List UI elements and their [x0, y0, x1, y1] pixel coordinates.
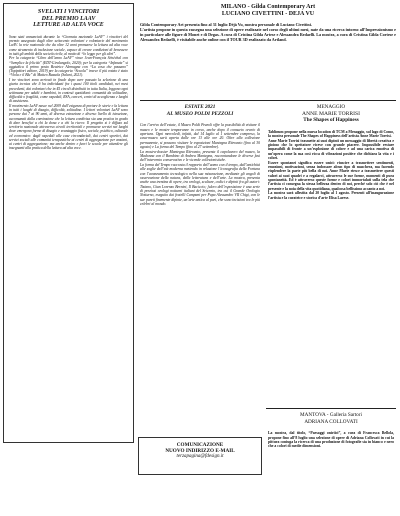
comunicazione-line1: COMUNICAZIONE: [176, 442, 224, 448]
laav-title-line3: LETTURE AD ALTA VOCE: [33, 22, 104, 29]
menaggio-paragraph: Anne Marie Torrisi trasmette ai suoi dipinti un messaggio di libertà creativa e gioioso che lo spettatore riceve con grande piacere. Impossibile restare impassibili di fronte a un’esplosione di colore e ad una carica emotiva di un’opera come la sua così ricca di vibrazioni positive che dichiara la vita e i colori.: [268, 138, 394, 161]
milano-title-line1: MILANO - Gilda Contemporary Art: [220, 4, 316, 10]
laav-article: [3, 3, 134, 443]
divider: [266, 408, 396, 409]
menaggio-paragraph: La mostra sarà allestita dal 20 luglio al 1 agosto. Presenti all’inaugurazione l’artista e la curatrice e storica d’arte Elisa Larese.: [268, 191, 394, 200]
milano-article: [140, 4, 396, 94]
menaggio-paragraph: Essere spontanei significa essere unici: riuscire a trasmettere sentimenti, emozioni, motivazioni, senza indossare alcun tipo di maschera, ma facendo risplendere la parte più bella di noi. Anne Marie riesce a trasmettere questi valori ai suoi quadri e a regalarci, attraverso le sue forme, momenti di pura spontaneità. Ed è attraverso queste forme e colori immortalati sulla tela che l’artista ci consegna la stessa bellezza dentro di noi, perché solo ciò che è nel presente e la noia della vita quotidiana, qualcosa bellissimo accanto a noi.: [268, 160, 394, 191]
milano-paragraph: Gilda Contemporary Art presenta fino al 31 luglio Déjà Vu, mostra personale di Luciano Civettini.: [140, 22, 312, 28]
poldi-title-line2: AL MUSEO POLDI PEZZOLI: [166, 110, 234, 117]
menaggio-title-line1: MENAGGIO: [316, 104, 346, 110]
milano-paragraph: L’artista propone in questa rassegna una selezione di opere realizzate nel corso degli ultimi mesi, nate da una ricerca intorno all’Impressionismo e in particolare alle figure di Monet e di Degas. A cura di Cristina Gilda Artese e Alessandra Redaelli. La mostra, a cura di Cristina Gilda Cortese e Alessandra Redaelli, è visitabile anche online con il TOUR 3D realizzato da Artland.: [140, 27, 396, 43]
comunicazione-email[interactable]: terzapagina@fdesign.it: [176, 454, 224, 459]
mantova-title-line1: MANTOVA - Galleria Sartori: [300, 412, 362, 418]
poldi-pezzoli-article: [138, 104, 262, 432]
laav-title-line1: SVELATI I VINCITORI: [37, 9, 100, 15]
laav-paragraph: Il movimento LaAV nasce nel 2009 dall’esigenza di portare le storie e la lettura in tutti i luoghi di disagio, difficoltà, solitudine. I lettori volontari LaAV sono persone dai 7 ai 90 anni, di diversa estrazione e diverso livello di istruzione, accomunati dalla convinzione che la lettura condivisa sia una pratica in grado di dare benefici a chi la dona e a chi la riceve. Il progetto si è diffuso sul territorio nazionale attraverso circoli territoriali e promuove servizi nei luoghi dove emergono forme di disagio e svantaggio fisico, sociale, psichico, culturale ed economico: dagli ospedali alle case circondariali, dai centri sportivi, dai servizi sociali alle comunità terapeutiche ai centri di aggregazione per anziani, ai centri di aggregazione; ma anche dentro e fuori le scuole per attendere gli insegnanti alla pratica della lettura ad alta voce.: [9, 103, 128, 151]
mantova-title-line2: ADRIANA COLLOVATI: [304, 418, 358, 425]
menaggio-paragraph: Tablinum propone nella nuova location di TCM a Menaggio, sul lago di Como, la mostra personale The Shapes of Happiness dell’artista Anne Marie Torrisi.: [268, 129, 394, 139]
poldi-paragraph: La mostra-dossier Mantegna Ritrovato, presenta il capolavoro del museo, la Madonna con il Bambino di Andrea Mantegna, raccontandone le diverse fasi dell’intervento conservativo e le vicende collezionistiche.: [140, 149, 260, 163]
menaggio-title-line3: The Shapes of Happiness: [303, 117, 359, 124]
poldi-paragraph: Con l’arrivo dell’estate, il Museo Poldi Pezzoli offre la possibilità di visitare il museo e le mostre temporanee in corso, anche dopo il consueto orario di apertura. Ogni mercoledì, infatti, dal 14 luglio al 1 settembre compreso, la casa-museo sarà aperta dalle ore 13 alle ore 20. Oltre alla collezione permanente, si possono visitare le esposizioni Mantegna Ritrovato (fino al 30 agosto) e La forma del Tempo (fino al 27 settembre).: [140, 123, 260, 149]
laav-title-line2: DEL PREMIO LAAV: [41, 15, 96, 22]
laav-paragraph: Sono stati annunciati durante la “Giornata nazionale LaAV” i vincitori del premio assegnato dagli oltre settecento volontari e volontarie del movimento LaAV. la rete nazionale che da oltre 12 anni promuove la lettura ad alta voce come strumento di inclusione sociale, capace di creare condizioni di benessere in tutti gli ambiti della società civile, al motto di “lo leggo per gli altri”.: [9, 34, 128, 56]
menaggio-article: [266, 104, 396, 404]
mantova-article: [266, 412, 396, 512]
milano-title-line2: LUCIANO CIVETTINI - DEJA VU: [221, 10, 315, 17]
comunicazione-line2: NUOVO INDIRIZZO E-MAIL: [165, 448, 235, 454]
mantova-paragraph: La mostra, dal titolo, “Paesaggi oniriici”, a cura di Francesca Bellola, propone fino all’8 luglio una selezione di opere di Adriana Collovati in cui la pittura coniuga la ricerca di una produzione di fotografie sia in bianco e nero che a colori di medie dimensioni.: [268, 431, 394, 449]
divider: [140, 100, 396, 101]
laav-paragraph: I tre vincitori sono arrivati in finale dopo aver passato la selezione di una giuria tecnica che li ha individuati fra i quasi 100 titoli candidati, nei mesi precedenti, dai volontari che in 45 circoli distribuiti in tutta Italia, leggono ogni settimana per adulti e bambini, in contesti quotidiani: comunità da solitudine, difficoltà o fragilità, come ospedali, RSA, carceri, centri di accoglienza e luoghi di assistenza.: [9, 78, 128, 104]
poldi-paragraph: La forma del Tempo racconta il rapporto dell’uomo con il tempo, dall’antichità alle soglie dell’età moderna mettendo in relazione l’iconografia della Fortuna con l’avanzamento tecnologico nella sua misurazione, mediante gli angoli di osservazione della natura, della letteratura e dell’arte. La mostra, presenta anche una trentina di opere, tra orologi, sculture, codici e dipinti fra gli autori: Tiziano, Gian Lorenzo Bernini, Il Baciccio; fulcro dell’esposizione è una serie di preziosi orologi notturni italiani del Seicento, tra cui il Grande Orologio Notturno, eseguito dai fratelli Campani per Papa Alessandro VII Chigi, con le sue pareti finemente dipinte, un’arte antica al pari, che sono incisioni tra le più celebri al mondo.: [140, 163, 260, 207]
poldi-title-line1: ESTATE 2021: [184, 104, 216, 110]
menaggio-title-line2: ANNE MARIE TORRISI: [302, 110, 360, 117]
laav-paragraph: Per la categoria “Libro dell’anno LaAV” vince Jean-François Sénéchal con “Semplice la felicità” (EDT-Giralangolo, 2020); per la categoria “Infanzia” si aggiudica il primo posto Beatrice Alemagna con “La cosa che passano” (Topipittori editore, 2019) per la categoria “Scuola” invece il più votato è stato “Viola e il Blu” di Matteo Bussola (Salani, 2021).: [9, 56, 128, 78]
comunicazione-box: [138, 437, 262, 475]
